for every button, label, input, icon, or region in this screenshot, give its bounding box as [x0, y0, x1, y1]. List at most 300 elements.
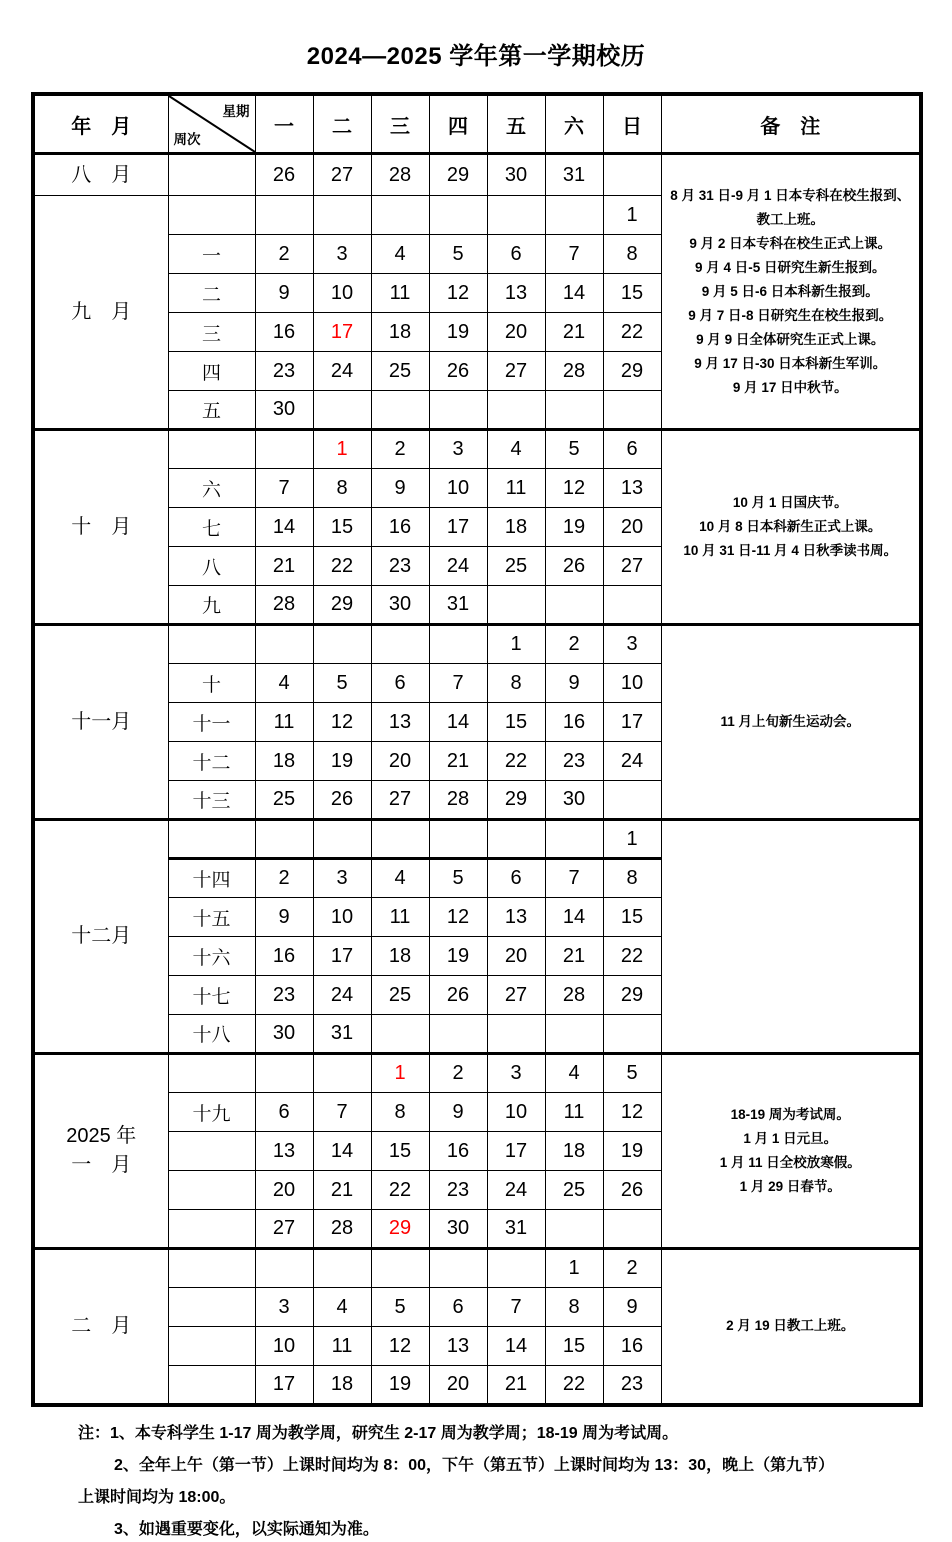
date-cell: 23	[545, 742, 603, 781]
note-line: 18-19 周为考试周。	[730, 1107, 850, 1122]
date-cell: 29	[313, 586, 371, 625]
footnote-line: 注：1、本专科学生 1-17 周为教学周，研究生 2-17 周为教学周；18-19 周为考试周。	[78, 1424, 679, 1442]
date-cell	[429, 820, 487, 859]
date-cell: 26	[429, 976, 487, 1015]
date-cell: 18	[487, 508, 545, 547]
date-cell	[255, 820, 313, 859]
week-number-cell: 三	[168, 313, 255, 352]
date-cell: 17	[603, 703, 661, 742]
month-label: 一 月	[71, 1154, 132, 1176]
week-number-cell: 五	[168, 391, 255, 430]
date-cell: 17	[313, 313, 371, 352]
week-number-cell	[168, 1327, 255, 1366]
date-cell: 12	[371, 1327, 429, 1366]
date-cell: 30	[255, 391, 313, 430]
notes-cell	[661, 625, 921, 820]
header-weekday-cell: 四	[429, 94, 487, 154]
notes-cell	[661, 154, 921, 430]
date-cell	[255, 196, 313, 235]
date-cell	[429, 1015, 487, 1054]
date-cell: 24	[487, 1171, 545, 1210]
date-cell: 16	[371, 508, 429, 547]
date-cell	[603, 1015, 661, 1054]
month-label: 二 月	[71, 1314, 132, 1337]
date-cell: 14	[313, 1132, 371, 1171]
date-cell	[487, 820, 545, 859]
date-cell	[545, 586, 603, 625]
date-cell: 13	[487, 274, 545, 313]
date-cell: 1	[545, 1249, 603, 1288]
month-cell	[33, 1054, 168, 1249]
date-cell: 1	[371, 1054, 429, 1093]
notes-cell	[661, 430, 921, 625]
calendar-row	[33, 1249, 921, 1288]
note-line: 1 月 1 日元旦。	[743, 1131, 838, 1146]
date-cell: 27	[313, 154, 371, 196]
date-cell: 8	[545, 1288, 603, 1327]
date-cell: 9	[603, 1288, 661, 1327]
date-cell: 25	[371, 976, 429, 1015]
date-cell: 8	[487, 664, 545, 703]
calendar-row	[33, 154, 921, 196]
month-cell	[33, 196, 168, 430]
date-cell: 10	[255, 1327, 313, 1366]
date-cell: 13	[603, 469, 661, 508]
date-cell: 11	[255, 703, 313, 742]
date-cell: 26	[545, 547, 603, 586]
date-cell: 9	[255, 274, 313, 313]
date-cell: 27	[255, 1210, 313, 1249]
date-cell: 25	[545, 1171, 603, 1210]
date-cell: 4	[313, 1288, 371, 1327]
week-number-cell	[168, 1132, 255, 1171]
date-cell: 27	[603, 547, 661, 586]
date-cell: 16	[255, 937, 313, 976]
week-number-cell: 八	[168, 547, 255, 586]
date-cell: 12	[429, 898, 487, 937]
date-cell: 3	[487, 1054, 545, 1093]
date-cell	[255, 1249, 313, 1288]
month-label: 九 月	[71, 300, 132, 323]
date-cell: 1	[603, 820, 661, 859]
week-number-cell	[168, 1366, 255, 1405]
date-cell: 27	[371, 781, 429, 820]
date-cell: 13	[429, 1327, 487, 1366]
week-number-cell: 一	[168, 235, 255, 274]
date-cell	[371, 625, 429, 664]
header-weekday-cell: 六	[545, 94, 603, 154]
date-cell: 18	[545, 1132, 603, 1171]
date-cell: 1	[313, 430, 371, 469]
date-cell	[313, 625, 371, 664]
date-cell: 23	[603, 1366, 661, 1405]
calendar-row	[33, 820, 921, 859]
week-number-cell: 七	[168, 508, 255, 547]
date-cell: 4	[545, 1054, 603, 1093]
date-cell	[429, 1249, 487, 1288]
date-cell: 5	[545, 430, 603, 469]
date-cell	[429, 391, 487, 430]
date-cell: 13	[255, 1132, 313, 1171]
date-cell: 10	[487, 1093, 545, 1132]
date-cell: 29	[429, 154, 487, 196]
week-number-cell: 十八	[168, 1015, 255, 1054]
date-cell: 30	[487, 154, 545, 196]
date-cell: 22	[603, 937, 661, 976]
month-cell	[33, 625, 168, 820]
date-cell: 17	[313, 937, 371, 976]
date-cell: 17	[487, 1132, 545, 1171]
date-cell: 4	[371, 235, 429, 274]
date-cell	[487, 391, 545, 430]
date-cell: 6	[487, 235, 545, 274]
date-cell	[371, 1249, 429, 1288]
month-cell	[33, 154, 168, 196]
note-line: 9 月 5 日-6 日本科新生报到。	[701, 283, 879, 299]
date-cell: 3	[313, 859, 371, 898]
date-cell: 3	[603, 625, 661, 664]
calendar-row	[33, 625, 921, 664]
note-line: 2 月 19 日教工上班。	[726, 1318, 855, 1334]
date-cell: 5	[429, 235, 487, 274]
note-line: 10 月 8 日本科新生正式上课。	[699, 519, 882, 534]
date-cell	[603, 781, 661, 820]
date-cell: 23	[255, 976, 313, 1015]
date-cell	[313, 391, 371, 430]
calendar-row	[33, 430, 921, 469]
note-line: 11 月上旬新生运动会。	[720, 714, 861, 729]
note-line: 10 月 1 日国庆节。	[732, 495, 848, 510]
week-number-cell	[168, 196, 255, 235]
footnote-line: 3、如遇重要变化，以实际通知为准。	[114, 1520, 379, 1538]
date-cell: 2	[545, 625, 603, 664]
date-cell	[603, 1210, 661, 1249]
footnote-line: 2、全年上午（第一节）上课时间均为 8：00，下午（第五节）上课时间均为 13：30，晚上（第九节）	[114, 1456, 835, 1474]
date-cell: 6	[255, 1093, 313, 1132]
month-label: 十一月	[71, 710, 132, 733]
notes-cell	[661, 1249, 921, 1405]
note-line: 教工上班。	[756, 211, 824, 227]
note-line: 9 月 4 日-5 日研究生新生报到。	[694, 259, 886, 275]
date-cell	[487, 586, 545, 625]
week-number-cell	[168, 1249, 255, 1288]
date-cell: 9	[371, 469, 429, 508]
date-cell: 28	[545, 352, 603, 391]
date-cell: 25	[487, 547, 545, 586]
date-cell: 3	[313, 235, 371, 274]
date-cell: 4	[371, 859, 429, 898]
calendar-table	[31, 92, 923, 1407]
date-cell: 7	[487, 1288, 545, 1327]
date-cell: 14	[255, 508, 313, 547]
week-number-cell	[168, 1054, 255, 1093]
date-cell: 30	[545, 781, 603, 820]
date-cell: 10	[429, 469, 487, 508]
date-cell: 2	[603, 1249, 661, 1288]
week-number-cell	[168, 1210, 255, 1249]
date-cell: 15	[545, 1327, 603, 1366]
date-cell: 7	[313, 1093, 371, 1132]
date-cell: 8	[603, 859, 661, 898]
header-week-diagonal	[168, 94, 255, 154]
notes-cell	[661, 820, 921, 1054]
note-line: 9 月 9 日全体研究生正式上课。	[696, 331, 885, 347]
date-cell	[487, 1015, 545, 1054]
date-cell: 1	[603, 196, 661, 235]
date-cell: 27	[487, 352, 545, 391]
date-cell	[545, 1015, 603, 1054]
date-cell: 7	[429, 664, 487, 703]
date-cell: 30	[371, 586, 429, 625]
date-cell	[487, 1249, 545, 1288]
date-cell: 15	[603, 898, 661, 937]
week-number-cell: 十一	[168, 703, 255, 742]
week-number-cell: 六	[168, 469, 255, 508]
date-cell: 8	[313, 469, 371, 508]
date-cell	[545, 1210, 603, 1249]
date-cell: 2	[255, 859, 313, 898]
table-header-row	[33, 94, 921, 154]
week-number-cell: 十四	[168, 859, 255, 898]
month-label: 十二月	[71, 925, 132, 947]
date-cell: 3	[255, 1288, 313, 1327]
date-cell: 22	[487, 742, 545, 781]
date-cell: 12	[603, 1093, 661, 1132]
date-cell: 9	[429, 1093, 487, 1132]
date-cell	[487, 196, 545, 235]
month-cell	[33, 1249, 168, 1405]
footnote-line: 上课时间均为 18:00。	[78, 1488, 236, 1506]
date-cell: 19	[545, 508, 603, 547]
date-cell	[371, 820, 429, 859]
date-cell: 18	[371, 937, 429, 976]
date-cell	[313, 1054, 371, 1093]
date-cell: 21	[255, 547, 313, 586]
date-cell: 15	[487, 703, 545, 742]
date-cell: 20	[255, 1171, 313, 1210]
date-cell: 10	[313, 274, 371, 313]
date-cell: 29	[371, 1210, 429, 1249]
date-cell: 23	[255, 352, 313, 391]
date-cell: 28	[429, 781, 487, 820]
header-weekday-cell: 二	[313, 94, 371, 154]
footnotes	[78, 1423, 912, 1540]
date-cell: 2	[429, 1054, 487, 1093]
date-cell: 22	[603, 313, 661, 352]
date-cell: 30	[429, 1210, 487, 1249]
calendar-row	[33, 1054, 921, 1093]
date-cell: 20	[487, 937, 545, 976]
date-cell: 6	[429, 1288, 487, 1327]
date-cell: 17	[255, 1366, 313, 1405]
date-cell	[255, 1054, 313, 1093]
date-cell	[429, 196, 487, 235]
date-cell: 13	[371, 703, 429, 742]
date-cell: 12	[429, 274, 487, 313]
date-cell: 26	[603, 1171, 661, 1210]
date-cell: 13	[487, 898, 545, 937]
month-cell	[33, 430, 168, 625]
header-year-month: 年 月	[33, 94, 168, 154]
date-cell: 2	[255, 235, 313, 274]
date-cell	[545, 196, 603, 235]
date-cell	[313, 196, 371, 235]
date-cell: 26	[313, 781, 371, 820]
date-cell: 19	[313, 742, 371, 781]
date-cell: 21	[487, 1366, 545, 1405]
week-number-cell: 十七	[168, 976, 255, 1015]
date-cell: 11	[487, 469, 545, 508]
date-cell	[603, 391, 661, 430]
week-number-cell: 十三	[168, 781, 255, 820]
week-number-cell	[168, 154, 255, 196]
date-cell: 21	[313, 1171, 371, 1210]
notes-cell	[661, 1054, 921, 1249]
date-cell: 31	[429, 586, 487, 625]
date-cell: 24	[313, 976, 371, 1015]
date-cell: 20	[487, 313, 545, 352]
header-weekday-cell: 日	[603, 94, 661, 154]
date-cell	[545, 820, 603, 859]
date-cell: 9	[255, 898, 313, 937]
date-cell: 19	[371, 1366, 429, 1405]
note-line: 1 月 11 日全校放寒假。	[719, 1155, 861, 1170]
header-remarks: 备 注	[661, 94, 921, 154]
date-cell: 26	[429, 352, 487, 391]
date-cell: 25	[255, 781, 313, 820]
note-line: 9 月 2 日本专科在校生正式上课。	[689, 235, 892, 251]
date-cell: 31	[313, 1015, 371, 1054]
date-cell: 10	[603, 664, 661, 703]
date-cell: 28	[545, 976, 603, 1015]
date-cell: 20	[603, 508, 661, 547]
date-cell: 30	[255, 1015, 313, 1054]
date-cell: 12	[313, 703, 371, 742]
week-number-cell: 十五	[168, 898, 255, 937]
date-cell: 28	[371, 154, 429, 196]
date-cell: 18	[371, 313, 429, 352]
date-cell: 20	[429, 1366, 487, 1405]
date-cell: 29	[603, 976, 661, 1015]
week-number-cell: 二	[168, 274, 255, 313]
date-cell: 8	[603, 235, 661, 274]
date-cell: 28	[313, 1210, 371, 1249]
week-number-cell	[168, 1288, 255, 1327]
date-cell: 31	[545, 154, 603, 196]
date-cell: 5	[429, 859, 487, 898]
date-cell: 15	[371, 1132, 429, 1171]
week-number-cell	[168, 1171, 255, 1210]
date-cell: 22	[313, 547, 371, 586]
date-cell: 1	[487, 625, 545, 664]
date-cell	[313, 1249, 371, 1288]
week-number-cell	[168, 430, 255, 469]
month-cell	[33, 820, 168, 1054]
date-cell: 29	[487, 781, 545, 820]
note-line: 8 月 31 日-9 月 1 日本专科在校生报到、	[670, 187, 911, 203]
week-number-cell: 十六	[168, 937, 255, 976]
date-cell: 12	[545, 469, 603, 508]
date-cell: 21	[545, 313, 603, 352]
date-cell: 14	[487, 1327, 545, 1366]
header-weekday-cell: 五	[487, 94, 545, 154]
week-number-cell: 十	[168, 664, 255, 703]
date-cell: 25	[371, 352, 429, 391]
date-cell: 5	[603, 1054, 661, 1093]
date-cell: 24	[603, 742, 661, 781]
date-cell	[313, 820, 371, 859]
header-weekday-cell: 一	[255, 94, 313, 154]
month-label: 2025 年	[66, 1125, 137, 1147]
note-line: 1 月 29 日春节。	[739, 1179, 841, 1194]
date-cell: 6	[371, 664, 429, 703]
date-cell: 4	[255, 664, 313, 703]
header-weekday-cell: 三	[371, 94, 429, 154]
date-cell: 6	[487, 859, 545, 898]
date-cell: 16	[545, 703, 603, 742]
date-cell	[603, 586, 661, 625]
date-cell: 17	[429, 508, 487, 547]
date-cell: 14	[545, 898, 603, 937]
week-number-cell: 九	[168, 586, 255, 625]
date-cell: 9	[545, 664, 603, 703]
date-cell: 6	[603, 430, 661, 469]
date-cell: 16	[255, 313, 313, 352]
date-cell: 18	[255, 742, 313, 781]
date-cell	[603, 154, 661, 196]
date-cell: 11	[371, 274, 429, 313]
date-cell	[371, 1015, 429, 1054]
date-cell: 24	[313, 352, 371, 391]
date-cell: 14	[545, 274, 603, 313]
diagonal-label-weekday: 星期	[222, 104, 250, 119]
note-line: 9 月 7 日-8 日研究生在校生报到。	[688, 307, 893, 323]
date-cell: 7	[545, 859, 603, 898]
date-cell: 20	[371, 742, 429, 781]
note-line: 9 月 17 日中秋节。	[732, 379, 848, 395]
date-cell: 3	[429, 430, 487, 469]
date-cell: 7	[255, 469, 313, 508]
date-cell: 18	[313, 1366, 371, 1405]
note-line: 10 月 31 日-11 月 4 日秋季读书周。	[683, 543, 898, 558]
date-cell: 2	[371, 430, 429, 469]
week-number-cell: 十二	[168, 742, 255, 781]
date-cell: 28	[255, 586, 313, 625]
date-cell: 27	[487, 976, 545, 1015]
date-cell: 5	[371, 1288, 429, 1327]
date-cell: 26	[255, 154, 313, 196]
date-cell: 11	[313, 1327, 371, 1366]
week-number-cell: 十九	[168, 1093, 255, 1132]
week-number-cell	[168, 625, 255, 664]
date-cell	[255, 430, 313, 469]
date-cell	[371, 196, 429, 235]
date-cell: 14	[429, 703, 487, 742]
date-cell	[255, 625, 313, 664]
date-cell: 19	[603, 1132, 661, 1171]
date-cell: 23	[429, 1171, 487, 1210]
month-label: 十 月	[71, 515, 132, 538]
month-label: 八 月	[71, 163, 132, 186]
date-cell: 5	[313, 664, 371, 703]
page-title: 2024—2025 学年第一学期校历	[306, 43, 646, 70]
date-cell: 15	[603, 274, 661, 313]
date-cell: 29	[603, 352, 661, 391]
week-number-cell: 四	[168, 352, 255, 391]
date-cell: 22	[371, 1171, 429, 1210]
date-cell: 10	[313, 898, 371, 937]
diagonal-label-weeknum: 周次	[173, 132, 201, 147]
